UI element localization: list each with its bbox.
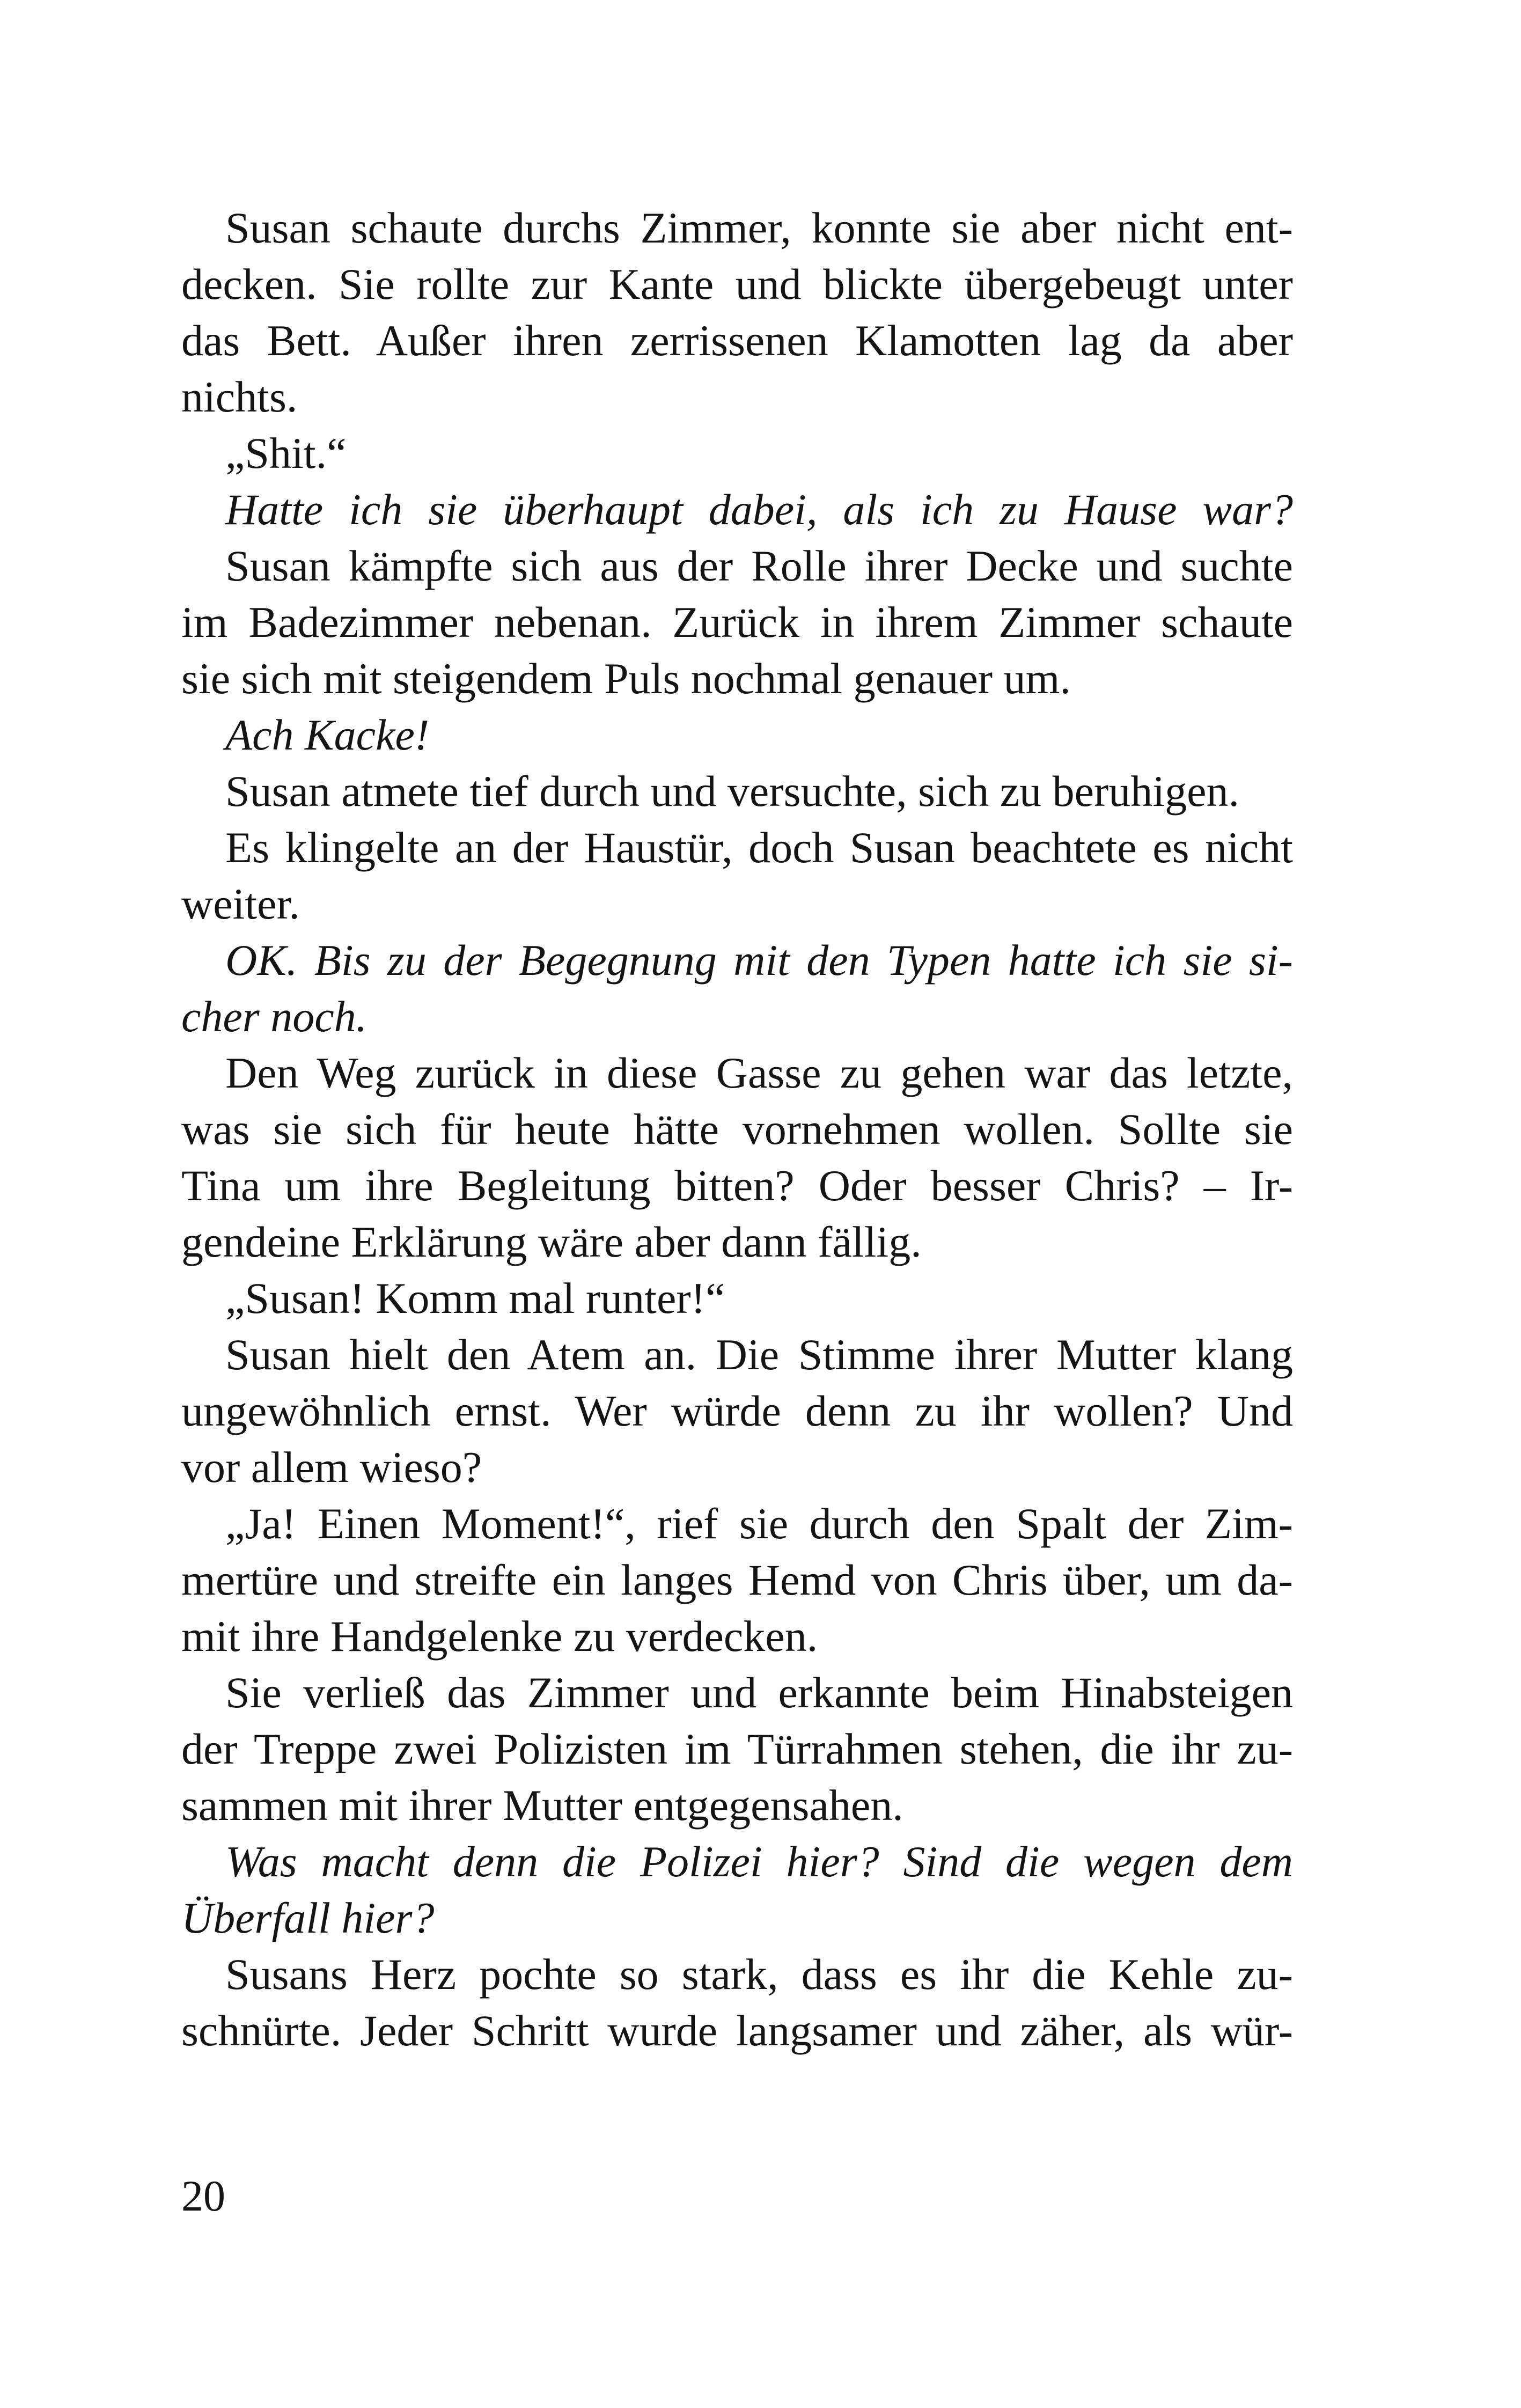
text-line: vor allem wieso? bbox=[181, 1443, 482, 1492]
thought-line: Überfall hier? bbox=[181, 1893, 435, 1942]
text-line: Susan schaute durchs Zimmer, konnte sie aber nicht ent- bbox=[225, 203, 1293, 252]
text-line: Susan hielt den Atem an. Die Stimme ihrer Mutter klang bbox=[225, 1330, 1293, 1379]
text-line: sammen mit ihrer Mutter entgegensahen. bbox=[181, 1781, 903, 1830]
thought-line: Was macht denn die Polizei hier? Sind die wegen dem bbox=[225, 1837, 1293, 1886]
text-line: mertüre und streifte ein langes Hemd von Chris über, um da- bbox=[181, 1555, 1293, 1604]
text-line: der Treppe zwei Polizisten im Türrahmen stehen, die ihr zu- bbox=[181, 1724, 1293, 1773]
text-line: gendeine Erklärung wäre aber dann fällig. bbox=[181, 1217, 922, 1266]
body-text bbox=[181, 200, 1293, 2059]
thought-line: Ach Kacke! bbox=[225, 710, 430, 759]
thought-line: cher noch. bbox=[181, 992, 368, 1041]
page-number: 20 bbox=[181, 2171, 225, 2220]
text-line: schnürte. Jeder Schritt wurde langsamer und zäher, als wür- bbox=[181, 2006, 1293, 2055]
text-line: im Badezimmer nebenan. Zurück in ihrem Zimmer schaute bbox=[181, 598, 1293, 647]
text-line: Tina um ihre Begleitung bitten? Oder besser Chris? – Ir- bbox=[181, 1161, 1293, 1210]
text-line: Susans Herz pochte so stark, dass es ihr die Kehle zu- bbox=[225, 1950, 1293, 1999]
text-line: decken. Sie rollte zur Kante und blickte übergebeugt unter bbox=[181, 260, 1293, 309]
text-line: Sie verließ das Zimmer und erkannte beim Hinabsteigen bbox=[225, 1668, 1293, 1717]
text-line: Den Weg zurück in diese Gasse zu gehen war das letzte, bbox=[225, 1048, 1293, 1097]
text-line: Es klingelte an der Haustür, doch Susan beachtete es nicht bbox=[225, 823, 1293, 872]
text-line: nichts. bbox=[181, 372, 298, 421]
dialogue-line: „Shit.“ bbox=[225, 429, 347, 478]
text-line: sie sich mit steigendem Puls nochmal genauer um. bbox=[181, 654, 1071, 703]
text-line: ungewöhnlich ernst. Wer würde denn zu ihr wollen? Und bbox=[181, 1386, 1293, 1435]
text-line: Susan atmete tief durch und versuchte, sich zu beruhigen. bbox=[225, 767, 1239, 816]
text-line: mit ihre Handgelenke zu verdecken. bbox=[181, 1612, 818, 1661]
text-line: weiter. bbox=[181, 879, 300, 928]
text-line: das Bett. Außer ihren zerrissenen Klamotten lag da aber bbox=[181, 316, 1293, 365]
dialogue-line: „Ja! Einen Moment!“, rief sie durch den Spalt der Zim- bbox=[225, 1499, 1293, 1548]
dialogue-line: „Susan! Komm mal runter!“ bbox=[225, 1274, 725, 1323]
text-line: was sie sich für heute hätte vornehmen wollen. Sollte sie bbox=[181, 1105, 1293, 1154]
text-line: Susan kämpfte sich aus der Rolle ihrer Decke und suchte bbox=[225, 541, 1293, 590]
thought-line: OK. Bis zu der Begegnung mit den Typen hatte ich sie si- bbox=[225, 936, 1293, 985]
thought-line: Hatte ich sie überhaupt dabei, als ich zu Hause war? bbox=[225, 485, 1293, 534]
